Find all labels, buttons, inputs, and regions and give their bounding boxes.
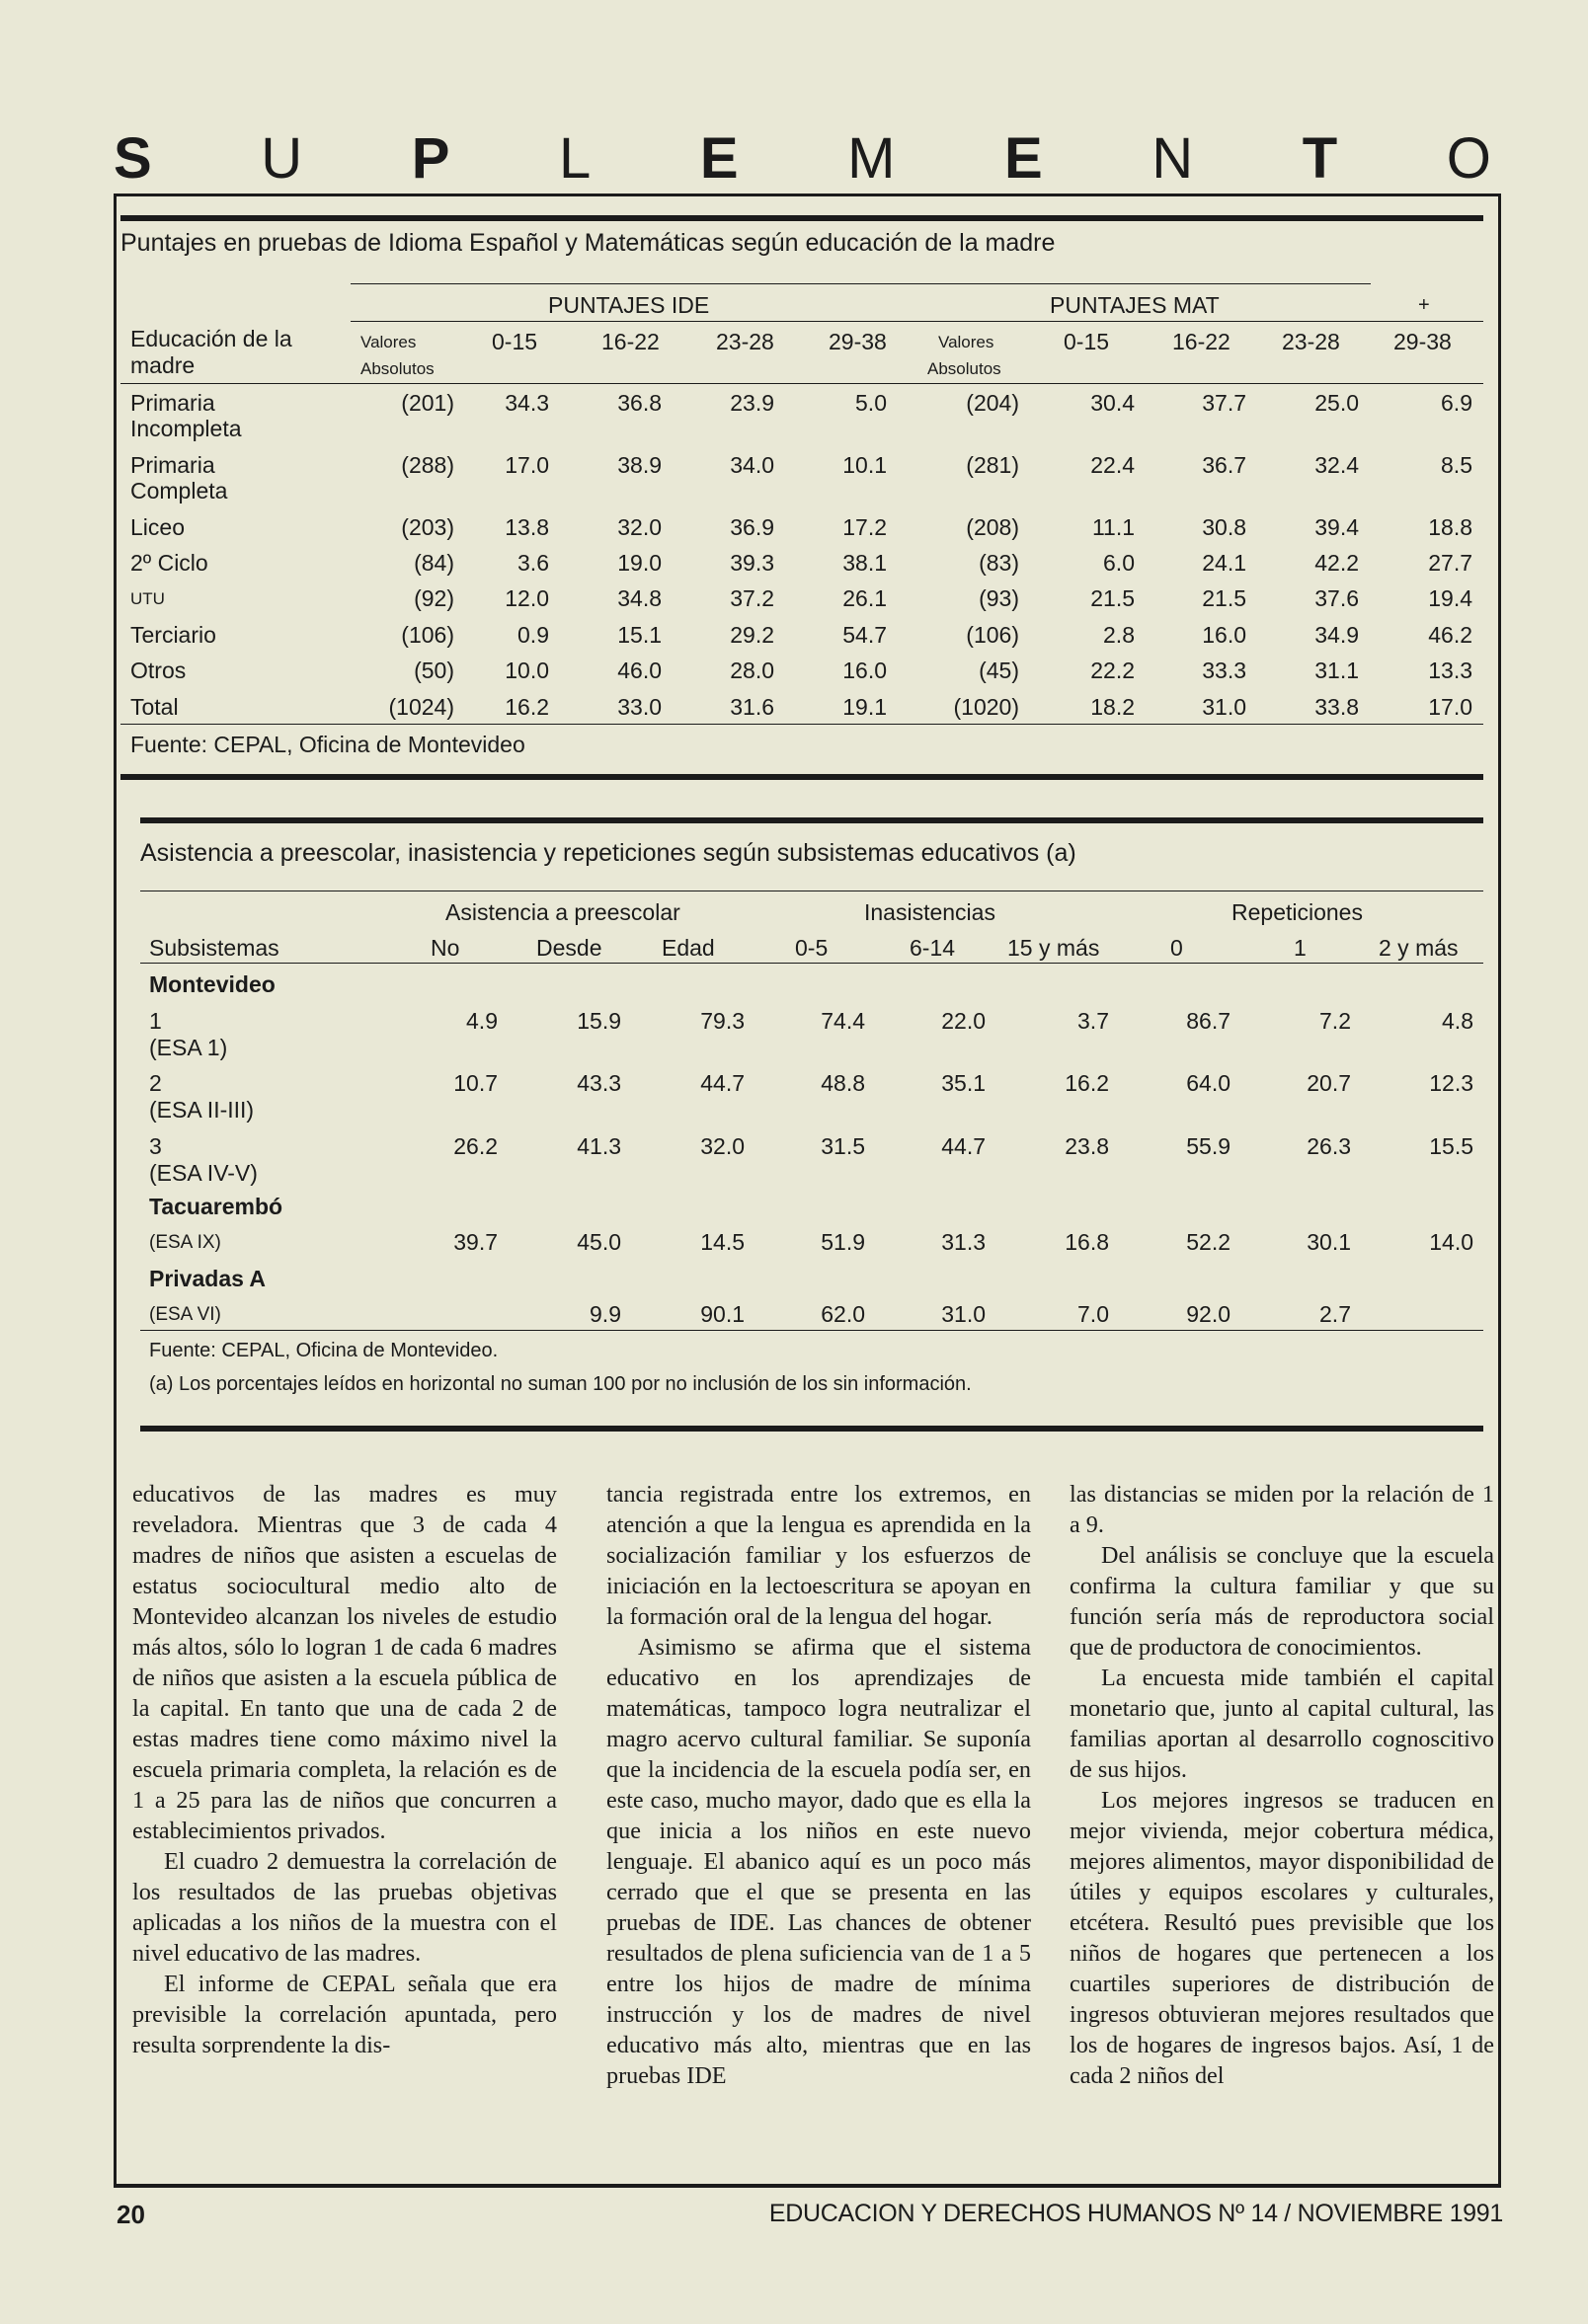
table2-row-label-2: (ESA 1) <box>149 1035 228 1060</box>
table2-column-header: 0 <box>1170 935 1183 961</box>
table2-row-label-2: (ESA II-III) <box>149 1097 255 1123</box>
table2-cell: 12.3 <box>1429 1070 1473 1096</box>
header-letter: O <box>1446 126 1491 191</box>
table1-cell: 24.1 <box>1202 550 1246 576</box>
table1-cell: 11.1 <box>1091 514 1135 540</box>
table2-cell: 90.1 <box>700 1301 745 1327</box>
table1-cell: 18.8 <box>1428 514 1472 540</box>
table2-cell: 41.3 <box>577 1133 621 1159</box>
table1-cell: (92) <box>414 585 454 611</box>
table1-cell: (93) <box>979 585 1019 611</box>
header-letter: E <box>699 126 739 191</box>
table2-top-rule <box>140 817 1483 823</box>
table2-cell: 74.4 <box>821 1008 865 1034</box>
table2-title: Asistencia a preescolar, inasistencia y repeticiones según subsistemas educativos (a) <box>140 839 1076 867</box>
body-column-2 <box>606 1479 1031 2091</box>
table2-cell: 3.7 <box>1077 1008 1109 1034</box>
table1-row-label: 2º Ciclo <box>130 550 208 576</box>
table1-row-label: Total <box>130 694 179 720</box>
table2-cell: 44.7 <box>941 1133 986 1159</box>
table1-group-mat: PUNTAJES MAT <box>1050 292 1220 318</box>
table1-source: Fuente: CEPAL, Oficina de Montevideo <box>130 732 525 757</box>
table2-row-label: (ESA IX) <box>149 1232 221 1253</box>
table1-cell: 31.6 <box>730 694 774 720</box>
table2-cell: 86.7 <box>1186 1008 1231 1034</box>
header-letter: S <box>114 126 152 191</box>
table1-cell: 34.3 <box>505 390 549 416</box>
table1-cell: 33.0 <box>617 694 662 720</box>
table2-column-header: 1 <box>1294 935 1307 961</box>
table2-cell: 30.1 <box>1307 1229 1351 1255</box>
table2-cell: 62.0 <box>821 1301 865 1327</box>
table2-cell: 92.0 <box>1186 1301 1231 1327</box>
table1-cell: 27.7 <box>1428 550 1472 576</box>
table2-group-repeticiones: Repeticiones <box>1231 899 1363 925</box>
table1-cell: 13.8 <box>505 514 549 540</box>
table1-group-rule <box>351 283 1371 284</box>
table1-cell: (1020) <box>953 694 1019 720</box>
table1-cell: 17.2 <box>842 514 887 540</box>
table1-cell: 21.5 <box>1090 585 1135 611</box>
table2-row-label: 2 <box>149 1070 162 1096</box>
table1-cell: 22.2 <box>1090 658 1135 683</box>
table2-cell: 31.5 <box>821 1133 865 1159</box>
table1-cell: 37.7 <box>1202 390 1246 416</box>
paragraph: educativos de las madres es muy reveladora. Mientras que 3 de cada 4 madres de niños que asisten a escuelas de estatus sociocultural medio alto de Montevideo alcanzan los niveles de estudio más altos, sólo lo logran 1 de cada 6 madres de niños que asisten a la escuela pública de la capital. En tanto que una de cada 2 de estas madres tiene como máximo nivel la escuela primaria completa, la relación es de 1 a 25 para las de niños que concurren a establecimientos privados. <box>132 1481 557 1844</box>
table2-header-rule <box>140 963 1483 964</box>
table2-column-header: Desde <box>536 935 602 961</box>
table1-cell: 10.1 <box>842 452 887 478</box>
table1-cell: 46.0 <box>617 658 662 683</box>
table1-row-label: UTU <box>130 589 165 608</box>
table2-cell: 48.8 <box>821 1070 865 1096</box>
table1-cell: (204) <box>966 390 1019 416</box>
table2-cell: 43.3 <box>577 1070 621 1096</box>
paragraph: las distancias se miden por la relación de 1 a 9. <box>1070 1481 1494 1538</box>
table2-cell: 7.2 <box>1319 1008 1351 1034</box>
table2-cell: 44.7 <box>700 1070 745 1096</box>
table2-cell: 4.8 <box>1442 1008 1473 1034</box>
table2-row-label: (ESA VI) <box>149 1304 221 1325</box>
table2-cell: 7.0 <box>1077 1301 1109 1327</box>
table1-cell: 25.0 <box>1314 390 1359 416</box>
table2-column-header: No <box>431 935 460 961</box>
page-number: 20 <box>117 2200 145 2229</box>
table1-cell: 18.2 <box>1090 694 1135 720</box>
table1-row-label-2: Completa <box>130 478 228 504</box>
table2-column-header: 15 y más <box>1007 935 1100 961</box>
table1-cell: 38.9 <box>617 452 662 478</box>
table2-row-label: 1 <box>149 1008 162 1034</box>
table1-bottom-rule <box>120 724 1483 725</box>
table2-bottom-rule <box>140 1330 1483 1331</box>
table1-cell: 31.0 <box>1202 694 1246 720</box>
table1-cell: 16.0 <box>1202 622 1246 648</box>
table1-cell: 34.0 <box>730 452 774 478</box>
table1-cell: 3.6 <box>517 550 549 576</box>
table2-section-heading: Tacuarembó <box>149 1194 283 1219</box>
table2-column-header: Edad <box>662 935 715 961</box>
table2-column-header: 6-14 <box>910 935 956 961</box>
paragraph: Asimismo se afirma que el sistema educativo en los aprendizajes de matemáticas, tampoco logra neutralizar el magro acervo cultural familiar. Se suponía que la incidencia de la escuela podía ser, en este caso, mucho mayor, dado que es ella la que inicia a los niños en este nuevo lenguaje. El abanico aquí es un poco más cerrado que el que se presenta en las pruebas de IDE. Las chances de obtener resultados de plena suficiencia van de 1 a 5 entre los hijos de madre de mínima instrucción y los de madres de nivel educativo más alto, mientras que en las pruebas IDE <box>606 1634 1031 2089</box>
table2-cell: 26.3 <box>1307 1133 1351 1159</box>
table2-row-label-2: (ESA IV-V) <box>149 1160 258 1186</box>
paragraph: Del análisis se concluye que la escuela confirma la cultura familiar y que su función sería más de reproductora social que de productora de conocimientos. <box>1070 1542 1494 1661</box>
table2-cell: 39.7 <box>453 1229 498 1255</box>
table2-cell: 10.7 <box>453 1070 498 1096</box>
header-letter: T <box>1302 126 1338 191</box>
table1-title: Puntajes en pruebas de Idioma Español y Matemáticas según educación de la madre <box>120 229 1056 257</box>
table2-cell: 14.5 <box>700 1229 745 1255</box>
table1-cell: 19.1 <box>842 694 887 720</box>
table1-cell: 46.2 <box>1428 622 1472 648</box>
table1-cell: 26.1 <box>842 585 887 611</box>
table1-cell: (203) <box>401 514 454 540</box>
table1-abs-label: Absolutos <box>360 359 435 378</box>
table1-cell: 12.0 <box>505 585 549 611</box>
table1-column-header: Valores <box>938 333 994 351</box>
table1-cell: 30.8 <box>1202 514 1246 540</box>
table2-group-inasistencias: Inasistencias <box>864 899 995 925</box>
table2-cell: 32.0 <box>700 1133 745 1159</box>
table2-end-rule <box>140 1426 1483 1432</box>
paragraph: Los mejores ingresos se traducen en mejor vivienda, mejor cobertura médica, mejores alimentos, mayor disponibilidad de útiles y equipos escolares y culturales, etcétera. Resultó pues previsible que los niños de hogares que pertenecen a los cuartiles superiores de distribución de ingresos obtuvieran mejores resultados que los de hogares de ingresos bajos. Así, 1 de cada 2 niños del <box>1070 1787 1494 2089</box>
table1-cell: 37.2 <box>730 585 774 611</box>
table1-abs-label: Absolutos <box>927 359 1001 378</box>
table1-cell: 13.3 <box>1428 658 1472 683</box>
table1-cell: (50) <box>414 658 454 683</box>
table1-cell: 54.7 <box>842 622 887 648</box>
table1-cell: 8.5 <box>1441 452 1472 478</box>
paragraph: tancia registrada entre los extremos, en atención a que la lengua es aprendida en la socialización familiar y los esfuerzos de iniciación en la lectoescritura se apoyan en la formación oral de la lengua del hogar. <box>606 1481 1031 1630</box>
table1-row-label: Otros <box>130 658 187 683</box>
table1-cell: 29.2 <box>730 622 774 648</box>
table2-footnote: (a) Los porcentajes leídos en horizontal no suman 100 por no inclusión de los sin información. <box>149 1373 972 1395</box>
table2-group-asistencia: Asistencia a preescolar <box>445 899 680 925</box>
table1-cell: 39.3 <box>730 550 774 576</box>
table2-section-heading: Privadas A <box>149 1266 267 1291</box>
header-letter: L <box>559 126 592 191</box>
table1-cell: 34.8 <box>617 585 662 611</box>
table1-cell: 33.3 <box>1202 658 1246 683</box>
header-letter: P <box>411 126 450 191</box>
table1-column-header: 23-28 <box>716 329 774 354</box>
table1-cell: 16.2 <box>505 694 549 720</box>
table1-row-label: Primaria <box>130 390 215 416</box>
table2-column-header: 2 y más <box>1379 935 1459 961</box>
table1-cell: 19.4 <box>1428 585 1472 611</box>
table1-cell: 17.0 <box>1428 694 1472 720</box>
table2-cell: 51.9 <box>821 1229 865 1255</box>
table1-cell: 6.9 <box>1441 390 1472 416</box>
table2-cell: 45.0 <box>577 1229 621 1255</box>
table2-cell: 79.3 <box>700 1008 745 1034</box>
table1-cell: 32.0 <box>617 514 662 540</box>
table1-cell: (288) <box>401 452 454 478</box>
frame-bottom-rule <box>114 2184 1501 2188</box>
table2-cell: 35.1 <box>941 1070 986 1096</box>
table1-cell: 30.4 <box>1090 390 1135 416</box>
body-column-3 <box>1070 1479 1494 2091</box>
table1-cell: 6.0 <box>1103 550 1135 576</box>
table1-cell: 33.8 <box>1314 694 1359 720</box>
table1-col-rule <box>351 321 1483 322</box>
table1-cell: 36.7 <box>1202 452 1246 478</box>
table1-cell: 38.1 <box>842 550 887 576</box>
table1-cell: (208) <box>966 514 1019 540</box>
table1-column-header: Valores <box>360 333 417 351</box>
table2-cell: 14.0 <box>1429 1229 1473 1255</box>
table1-cell: 15.1 <box>617 622 662 648</box>
table1-cell: 28.0 <box>730 658 774 683</box>
table1-cell: 32.4 <box>1314 452 1359 478</box>
table2-stub-header: Subsistemas <box>149 935 279 961</box>
table2-cell: 4.9 <box>466 1008 498 1034</box>
table1-column-header: 0-15 <box>492 329 538 354</box>
header-letter: M <box>847 126 896 191</box>
table1-cell: 42.2 <box>1314 550 1359 576</box>
table2-cell: 22.0 <box>941 1008 986 1034</box>
table1-cell: 36.8 <box>617 390 662 416</box>
table1-column-header: 16-22 <box>1172 329 1231 354</box>
table1-cell: (45) <box>979 658 1019 683</box>
table1-cell: 36.9 <box>730 514 774 540</box>
table2-cell: 15.5 <box>1429 1133 1473 1159</box>
table2-cell: 16.8 <box>1065 1229 1109 1255</box>
body-column-1 <box>132 1479 557 2060</box>
table1-cell: 23.9 <box>730 390 774 416</box>
header-letter: E <box>1004 126 1043 191</box>
table2-cell: 16.2 <box>1065 1070 1109 1096</box>
table2-cell: 2.7 <box>1319 1301 1351 1327</box>
table1-column-header: 29-38 <box>829 329 887 354</box>
publication-footer: EDUCACION Y DERECHOS HUMANOS Nº 14 / NOVIEMBRE 1991 <box>768 2200 1503 2227</box>
paragraph: El informe de CEPAL señala que era previsible la correlación apuntada, pero resulta sorprendente la dis- <box>132 1971 557 2058</box>
header-letter: U <box>261 126 303 191</box>
table1-column-header: 23-28 <box>1282 329 1340 354</box>
table1-end-rule <box>120 774 1483 780</box>
table1-column-header: 16-22 <box>601 329 660 354</box>
table1-cell: 21.5 <box>1202 585 1246 611</box>
table1-group-ide: PUNTAJES IDE <box>548 292 710 318</box>
table1-cell: (106) <box>401 622 454 648</box>
table1-cell: 5.0 <box>855 390 887 416</box>
table2-cell: 23.8 <box>1065 1133 1109 1159</box>
table1-row-label: Primaria <box>130 452 215 478</box>
table1-cell: 2.8 <box>1103 622 1135 648</box>
table1-top-rule <box>120 215 1483 221</box>
paragraph: La encuesta mide también el capital monetario que, junto al capital cultural, las familias aportan al desarrollo cognoscitivo de sus hijos. <box>1070 1665 1494 1783</box>
table2-cell: 55.9 <box>1186 1133 1231 1159</box>
table2-cell: 20.7 <box>1307 1070 1351 1096</box>
table1-cell: 22.4 <box>1090 452 1135 478</box>
table1-cell: (83) <box>979 550 1019 576</box>
table2-cell: 31.0 <box>941 1301 986 1327</box>
table2-section-heading: Montevideo <box>149 971 276 997</box>
header-letter: N <box>1151 126 1194 191</box>
table2-cell: 31.3 <box>941 1229 986 1255</box>
table1-stub-header: Educación de la <box>130 326 292 351</box>
table1-stub-header-2: madre <box>130 352 196 378</box>
table1-cell: (201) <box>401 390 454 416</box>
table1-column-header: 0-15 <box>1064 329 1110 354</box>
table2-cell: 64.0 <box>1186 1070 1231 1096</box>
table1-cell: 37.6 <box>1314 585 1359 611</box>
table1-cell: (84) <box>414 550 454 576</box>
table1-column-header: 29-38 <box>1393 329 1452 354</box>
table1-cell: 39.4 <box>1314 514 1359 540</box>
table1-row-label: Terciario <box>130 622 216 648</box>
table1-row-label: Liceo <box>130 514 185 540</box>
table1-cell: 31.1 <box>1314 658 1359 683</box>
table2-cell: 52.2 <box>1186 1229 1231 1255</box>
table2-row-label: 3 <box>149 1133 162 1159</box>
table1-cell: 19.0 <box>617 550 662 576</box>
table1-cell: 34.9 <box>1314 622 1359 648</box>
table2-cell: 9.9 <box>590 1301 621 1327</box>
table1-cell: (1024) <box>388 694 454 720</box>
table1-cell: 0.9 <box>517 622 549 648</box>
table1-row-label-2: Incompleta <box>130 416 242 441</box>
table1-cell: 17.0 <box>505 452 549 478</box>
table2-cell: 26.2 <box>453 1133 498 1159</box>
table2-source: Fuente: CEPAL, Oficina de Montevideo. <box>149 1340 499 1361</box>
table1-cell: (281) <box>966 452 1019 478</box>
table2-column-header: 0-5 <box>795 935 829 961</box>
table1-cell: 16.0 <box>842 658 887 683</box>
table1-cell: 10.0 <box>505 658 549 683</box>
table1-plus: + <box>1418 294 1430 316</box>
paragraph: El cuadro 2 demuestra la correlación de los resultados de las pruebas objetivas aplicadas a los niños de la muestra con el nivel educativo de las madres. <box>132 1848 557 1967</box>
table1-header-rule <box>120 383 1483 384</box>
table1-cell: (106) <box>966 622 1019 648</box>
table2-cell: 15.9 <box>577 1008 621 1034</box>
section-header <box>114 126 1491 192</box>
